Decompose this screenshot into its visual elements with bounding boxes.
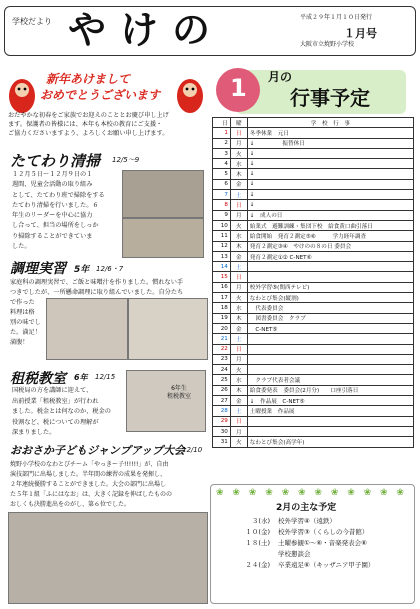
schedule-day: 23 — [213, 354, 231, 364]
schedule-row — [213, 159, 414, 169]
schedule-day: 27 — [213, 396, 231, 406]
schedule-row — [213, 365, 414, 375]
schedule-event: ↓ — [247, 169, 413, 179]
decorative-leaf-border: ❀ ❀ ❀ ❀ ❀ ❀ ❀ ❀ ❀ ❀ ❀ ❀ — [216, 488, 407, 498]
schedule-row — [213, 426, 414, 436]
team-photo — [8, 512, 208, 604]
february-title: 2月の主な予定 — [276, 503, 337, 513]
schedule-event: 始業式 避難訓練・集団下校 給食黄口曲引落日 — [247, 220, 413, 230]
schedule-event: ↓ — [247, 200, 413, 210]
schedule-day: 1 — [213, 128, 231, 138]
schedule-weekday: 日 — [230, 416, 247, 426]
february-event: 卒業遠足⑥（キッザニア甲子園） — [278, 561, 375, 569]
schedule-day: 28 — [213, 406, 231, 416]
header-day: 日 — [213, 118, 231, 128]
board-text-line1: 6年生 — [171, 385, 187, 392]
schedule-row — [213, 354, 414, 364]
cooking-photo — [46, 298, 128, 360]
schedule-day: 26 — [213, 385, 231, 395]
schedule-row — [213, 231, 414, 241]
february-date: １８(土) — [245, 539, 270, 547]
cooking-text: 家庭科の調理実習で、ご飯と味噌汁を作りました。慣れない手 つきでしたが、一所懸命調理に取り組んでいました。自分たち で作った 料理は格 別の味でし た。満足！ 満腹！ — [10, 279, 184, 346]
cleaning-photo — [122, 170, 204, 218]
february-item — [230, 549, 405, 560]
daruma-icon — [6, 66, 38, 116]
schedule-day: 17 — [213, 293, 231, 303]
schedule-day: 9 — [213, 210, 231, 220]
schedule-row — [213, 251, 414, 261]
schedule-day: 16 — [213, 282, 231, 292]
cooking-title: 調理実習 — [10, 261, 66, 277]
schedule-row — [213, 138, 414, 148]
february-date: ２４(金) — [245, 561, 270, 569]
schedule-weekday: 土 — [230, 190, 247, 200]
issue-number: １月号 — [344, 27, 377, 40]
schedule-row — [213, 200, 414, 210]
schedule-event — [247, 426, 413, 436]
schedule-weekday: 金 — [230, 396, 247, 406]
schedule-weekday: 水 — [230, 231, 247, 241]
tatewari-title: たてわり清掃 — [10, 152, 101, 170]
schedule-weekday: 火 — [230, 365, 247, 375]
schedule-event: なわとび集会(縦割) — [247, 293, 413, 303]
schedule-weekday: 土 — [230, 262, 247, 272]
schedule-weekday: 月 — [230, 282, 247, 292]
schedule-row — [213, 416, 414, 426]
schedule-event: 校外学習⑤(関西テレビ) — [247, 282, 413, 292]
tatewari-text: １２月５日〜１２月９日の１ 週間、児童会活動の取り組み として、たてわり班で掃除をする たてわり清掃を行いました。６ 年生のリーダーを中心に協力 し合って、担当の場所をしっか り掃除することができていま した。 — [12, 171, 105, 251]
schedule-weekday: 水 — [230, 303, 247, 313]
schedule-weekday: 土 — [230, 334, 247, 344]
schedule-event — [247, 416, 413, 426]
schedule-row — [213, 179, 414, 189]
schedule-event: なわとび集会(高学年) — [247, 437, 413, 447]
jumprope-title: おおさか子どもジャンプアップ大会 — [10, 444, 186, 457]
header-event: 学 校 行 事 — [247, 118, 413, 128]
schedule-weekday: 土 — [230, 406, 247, 416]
schedule-event — [247, 334, 413, 344]
schedule-event: ↓ 振替休日 — [247, 138, 413, 148]
schedule-weekday: 日 — [230, 200, 247, 210]
schedule-day: 25 — [213, 375, 231, 385]
header-weekday: 曜 — [230, 118, 247, 128]
schedule-row — [213, 375, 414, 385]
schedule-event: ↓ 成人の日 — [247, 210, 413, 220]
schedule-day: 30 — [213, 426, 231, 436]
board-text-line2: 租税教室 — [166, 393, 191, 400]
schedule-row — [213, 210, 414, 220]
schedule-event: 土曜授業 作品展 — [247, 406, 413, 416]
tatewari-date: 12/5〜9 — [112, 156, 140, 164]
greeting-text: おだやかな初春をご家族でお迎えのこととお慶び申し上げ ます。保護者の皆様には、本年も本校の教育にご支援・ ご協力くださいますよう、よろしくお願い申し上げます。 — [8, 112, 169, 137]
schedule-weekday: 木 — [230, 169, 247, 179]
schedule-day: 4 — [213, 159, 231, 169]
schedule-event: 図書委員会 クラブ — [247, 313, 413, 323]
schedule-event: ↓ — [247, 148, 413, 158]
schedule-row — [213, 282, 414, 292]
schedule-month-number: 1 — [230, 74, 247, 102]
schedule-event: 給食委発表 委員会(2月分) 口座引落日 — [247, 385, 413, 395]
schedule-day: 15 — [213, 272, 231, 282]
schedule-row — [213, 128, 414, 138]
schedule-weekday: 火 — [230, 293, 247, 303]
february-date: ３(水) — [251, 517, 270, 525]
schedule-day: 18 — [213, 303, 231, 313]
schedule-day: 29 — [213, 416, 231, 426]
schedule-day: 22 — [213, 344, 231, 354]
cleaning-photo-2 — [122, 218, 204, 258]
schedule-event: ↓ 作品展 C-NET⑤ — [247, 396, 413, 406]
daruma-icon — [174, 66, 206, 116]
schedule-event: ↓ — [247, 179, 413, 189]
schedule-day: 19 — [213, 313, 231, 323]
schedule-row — [213, 220, 414, 230]
new-year-title-line2: おめでとうございます — [40, 88, 161, 102]
schedule-day: 20 — [213, 323, 231, 333]
schedule-row — [213, 262, 414, 272]
schedule-weekday: 月 — [230, 138, 247, 148]
schedule-weekday: 日 — [230, 272, 247, 282]
schedule-event: C-NET⑤ — [247, 323, 413, 333]
schedule-event — [247, 354, 413, 364]
schedule-event: 代表委員会 — [247, 303, 413, 313]
february-event: 学校懇談会 — [278, 550, 311, 558]
schedule-weekday: 日 — [230, 344, 247, 354]
cooking-photo-2 — [128, 298, 208, 360]
schedule-row — [213, 344, 414, 354]
jumprope-date: 12/10 — [182, 446, 203, 454]
schedule-day: 2 — [213, 138, 231, 148]
schedule-row — [213, 385, 414, 395]
school-name: 大阪市立焼野小学校 — [300, 41, 355, 48]
masthead-title: やけの — [68, 7, 225, 52]
jumprope-text: 焼野小学校のなわとびチーム「やっきー子!!!!!!」が、自由 演技部門に出場しました。半年間の練習の成果を発揮し、 ２年連続優勝することができました。大会の部門に出場し た５年１組「ふにはなお」は、大きく記録を伸ばしたものの おしくも決勝進出をのがし、第６位でした。 — [10, 461, 173, 508]
schedule-weekday: 月 — [230, 354, 247, 364]
issue-date: 平成２９年１月１０日発行 — [300, 14, 373, 21]
schedule-day: 11 — [213, 231, 231, 241]
schedule-row — [213, 303, 414, 313]
schedule-weekday: 木 — [230, 313, 247, 323]
schedule-row — [213, 406, 414, 416]
schedule-day: 3 — [213, 148, 231, 158]
schedule-event: 給食開始 発育２測定⑤⑥ 学力経年調査 — [247, 231, 413, 241]
schedule-event — [247, 272, 413, 282]
february-event: 校外学習④（遠鉄） — [278, 517, 336, 525]
schedule-weekday: 火 — [230, 148, 247, 158]
schedule-weekday: 金 — [230, 323, 247, 333]
schedule-row — [213, 323, 414, 333]
schedule-day: 13 — [213, 251, 231, 261]
schedule-row — [213, 396, 414, 406]
schedule-day: 10 — [213, 220, 231, 230]
schedule-day: 21 — [213, 334, 231, 344]
schedule-title: 行事予定 — [290, 86, 370, 110]
schedule-row — [213, 293, 414, 303]
schedule-event: 発育２測定③④ やけのの８の日 委員会 — [247, 241, 413, 251]
schedule-event — [247, 365, 413, 375]
schedule-row — [213, 148, 414, 158]
schedule-weekday: 金 — [230, 179, 247, 189]
february-item — [230, 560, 405, 571]
schedule-day: 24 — [213, 365, 231, 375]
schedule-event: クラブ代表者会議 — [247, 375, 413, 385]
newsletter-tag: 学校だより — [12, 17, 52, 26]
schedule-row — [213, 272, 414, 282]
february-event: 校外学習③（くらしの今昔館） — [278, 528, 369, 536]
february-list — [230, 516, 405, 571]
schedule-event — [247, 262, 413, 272]
tax-class-text: 国税局の方を講師に迎えて、 出前授業「租税教室」が行われ ました。税金とは何なのか、税金の 役割など、税についての理解が 深まりました。 — [12, 387, 111, 436]
schedule-weekday: 火 — [230, 220, 247, 230]
cooking-grade: 5年 — [74, 265, 90, 275]
schedule-day: 6 — [213, 179, 231, 189]
schedule-event: 冬季休業 元日 — [247, 128, 413, 138]
february-item — [230, 516, 405, 527]
schedule-day: 8 — [213, 200, 231, 210]
schedule-weekday: 日 — [230, 128, 247, 138]
tax-class-title: 租税教室 — [10, 371, 66, 387]
schedule-weekday: 火 — [230, 437, 247, 447]
schedule-event — [247, 344, 413, 354]
february-item — [230, 527, 405, 538]
february-item — [230, 538, 405, 549]
schedule-day: 5 — [213, 169, 231, 179]
february-date: １０(金) — [245, 528, 270, 536]
schedule-weekday: 水 — [230, 375, 247, 385]
schedule-header-row — [213, 118, 414, 128]
schedule-day: 7 — [213, 190, 231, 200]
schedule-event: ↓ — [247, 190, 413, 200]
schedule-day: 14 — [213, 262, 231, 272]
schedule-weekday: 月 — [230, 210, 247, 220]
schedule-weekday: 水 — [230, 159, 247, 169]
schedule-day: 12 — [213, 241, 231, 251]
february-date — [230, 549, 270, 560]
schedule-weekday: 木 — [230, 385, 247, 395]
tax-class-grade: 6年 — [74, 373, 88, 382]
tax-class-photo — [126, 370, 206, 432]
schedule-weekday: 木 — [230, 241, 247, 251]
new-year-title-line1: 新年あけまして — [46, 72, 131, 86]
tax-class-date: 12/15 — [95, 373, 116, 381]
schedule-weekday: 月 — [230, 426, 247, 436]
schedule-row — [213, 437, 414, 447]
cooking-date: 12/6・7 — [96, 265, 124, 273]
schedule-row — [213, 169, 414, 179]
february-event: 土曜参観①〜⑥・音楽発表会⑥ — [278, 539, 367, 547]
schedule-row — [213, 334, 414, 344]
schedule-row — [213, 190, 414, 200]
schedule-event: 発育２測定①② C-NET⑥ — [247, 251, 413, 261]
schedule-weekday: 金 — [230, 251, 247, 261]
schedule-day: 31 — [213, 437, 231, 447]
schedule-title-suffix: 月の — [268, 70, 293, 84]
schedule-event: ↓ — [247, 159, 413, 169]
schedule-row — [213, 241, 414, 251]
schedule-table — [212, 117, 414, 448]
schedule-row — [213, 313, 414, 323]
